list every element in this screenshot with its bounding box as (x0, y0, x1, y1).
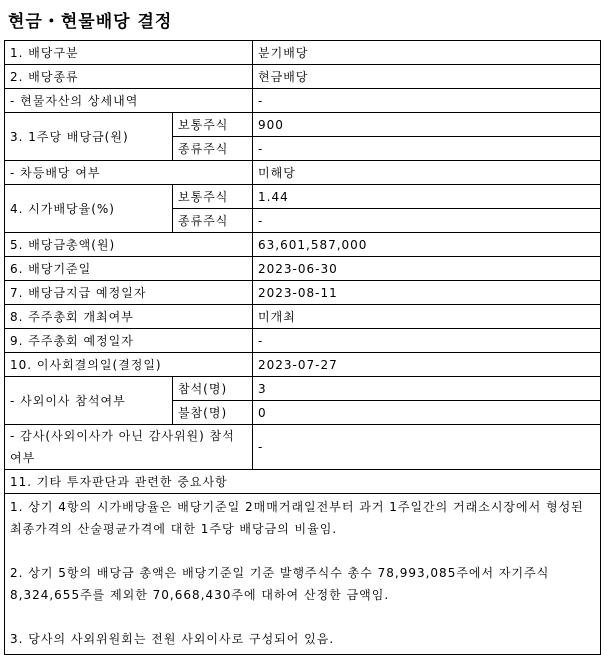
row-value: - (253, 209, 601, 233)
table-row (5, 281, 601, 305)
row-value: 현금배당 (253, 65, 601, 89)
page-title: 현금・현물배당 결정 (8, 12, 173, 32)
table-row (5, 494, 601, 655)
table-row (5, 185, 601, 209)
row-sublabel: 보통주식 (173, 113, 253, 137)
row-value: 미개최 (253, 305, 601, 329)
row-value: - (253, 137, 601, 161)
table-row (5, 470, 601, 494)
row-value: 3 (253, 377, 601, 401)
row-value: 0 (253, 401, 601, 425)
table-row (5, 353, 601, 377)
table-row (5, 65, 601, 89)
table-row (5, 89, 601, 113)
table-row (5, 113, 601, 137)
table-row (5, 41, 601, 65)
note-text: 1. 상기 4항의 시가배당율은 배당기준일 2매매거래일전부터 과거 1주일간의 거래소시장에서 형성된 최종가격의 산술평균가격에 대한 1주당 배당금의 비율임. (10, 500, 584, 536)
row-label: 8. 주주총회 개최여부 (5, 305, 253, 329)
row-value: 900 (253, 113, 601, 137)
row-label: 1. 배당구분 (5, 41, 253, 65)
row-sublabel: 참석(명) (173, 377, 253, 401)
row-value: - (253, 329, 601, 353)
table-row (5, 305, 601, 329)
row-value: 2023-08-11 (253, 281, 601, 305)
table-row (5, 425, 601, 470)
row-sublabel: 보통주식 (173, 185, 253, 209)
note-text: 2. 상기 5항의 배당금 총액은 배당기준일 기준 발행주식수 총수 78,993,085주에서 자기주식 8,324,655주를 제외한 70,668,430주에 대하여 산정한 금액임. (10, 566, 550, 602)
row-label: 10. 이사회결의일(결정일) (5, 353, 253, 377)
dividend-table (4, 40, 601, 655)
row-label: 4. 시가배당율(%) (5, 185, 173, 233)
row-sublabel: 종류주식 (173, 209, 253, 233)
table-row (5, 161, 601, 185)
note-text: 3. 당사의 사외위원회는 전원 사외이사로 구성되어 있음. (10, 632, 335, 646)
row-label: 3. 1주당 배당금(원) (5, 113, 173, 161)
row-sublabel: 불참(명) (173, 401, 253, 425)
notes-cell (5, 494, 601, 655)
section-heading: 11. 기타 투자판단과 관련한 중요사항 (5, 470, 601, 494)
row-label: - 사외이사 참석여부 (5, 377, 173, 425)
row-label: - 감사(사외이사가 아닌 감사위원) 참석여부 (5, 425, 253, 470)
row-value: 분기배당 (253, 41, 601, 65)
row-value: 1.44 (253, 185, 601, 209)
row-label: 6. 배당기준일 (5, 257, 253, 281)
row-label: - 차등배당 여부 (5, 161, 253, 185)
row-value: - (253, 89, 601, 113)
row-value: 미해당 (253, 161, 601, 185)
row-sublabel: 종류주식 (173, 137, 253, 161)
table-row (5, 329, 601, 353)
table-row (5, 257, 601, 281)
row-label: - 현물자산의 상세내역 (5, 89, 253, 113)
row-label: 9. 주주총회 예정일자 (5, 329, 253, 353)
table-row (5, 377, 601, 401)
row-label: 5. 배당금총액(원) (5, 233, 253, 257)
row-value: 63,601,587,000 (253, 233, 601, 257)
row-label: 2. 배당종류 (5, 65, 253, 89)
row-value: 2023-07-27 (253, 353, 601, 377)
row-value: - (253, 425, 601, 470)
row-value: 2023-06-30 (253, 257, 601, 281)
row-label: 7. 배당금지급 예정일자 (5, 281, 253, 305)
table-row (5, 233, 601, 257)
